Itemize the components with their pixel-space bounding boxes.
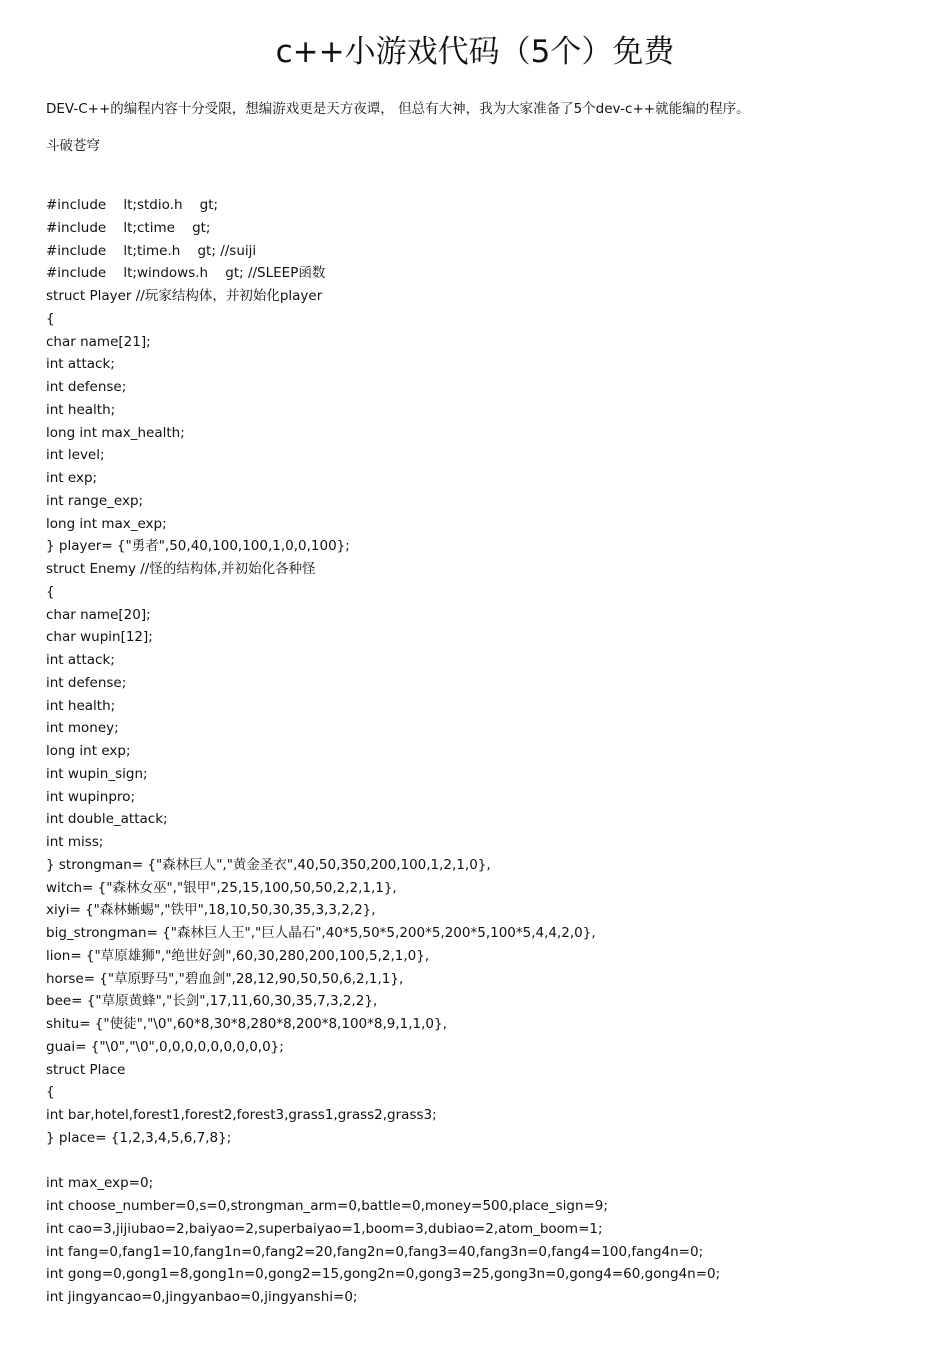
code-line: } strongman= {"森林巨人","黄金圣衣",40,50,350,200,100,1,2,1,0}, [46, 856, 491, 873]
code-line: #include lt;time.h gt; //suiji [46, 242, 257, 259]
code-line: } player= {"勇者",50,40,100,100,1,0,0,100}; [46, 538, 350, 555]
code-line: struct Enemy //怪的结构体,并初始化各种怪 [46, 561, 316, 577]
code-line: int double_attack; [46, 811, 168, 828]
code-line: int choose_number=0,s=0,strongman_arm=0,battle=0,money=500,place_sign=9; [46, 1198, 608, 1214]
code-line: #include lt;stdio.h gt; [46, 197, 219, 213]
code-line: int level; [46, 447, 105, 464]
code-line: long int max_exp; [46, 515, 167, 532]
code-line: int exp; [46, 470, 98, 486]
code-line: int jingyancao=0,jingyanbao=0,jingyanshi=0; [46, 1289, 358, 1305]
section-heading: 斗破苍穹 [46, 138, 100, 154]
code-line: { [46, 1084, 55, 1101]
code-line: #include lt;windows.h gt; //SLEEP函数 [46, 265, 326, 282]
code-line: int health; [46, 401, 116, 418]
code-line: witch= {"森林女巫","银甲",25,15,100,50,50,2,2,1,1}, [46, 879, 397, 896]
code-line: long int max_health; [46, 424, 185, 441]
code-line: char name[21]; [46, 333, 151, 350]
code-line: int attack; [46, 652, 115, 668]
code-line: struct Player //玩家结构体，并初始化player [46, 288, 323, 304]
intro-paragraph: DEV-C++的编程内容十分受限，想编游戏更是天方夜谭， 但总有大神，我为大家准备了5个dev-c++就能编的程序。 [46, 101, 750, 117]
code-line: #include lt;ctime gt; [46, 219, 211, 236]
code-line: xiyi= {"森林蜥蜴","铁甲",18,10,50,30,35,3,3,2,2}, [46, 902, 376, 919]
code-line: int fang=0,fang1=10,fang1n=0,fang2=20,fang2n=0,fang3=40,fang3n=0,fang4=100,fang4n=0; [46, 1243, 704, 1260]
code-line: big_strongman= {"森林巨人王","巨人晶石",40*5,50*5,200*5,200*5,100*5,4,4,2,0}, [46, 925, 596, 941]
code-line [46, 1150, 926, 1173]
code-line: int health; [46, 697, 116, 714]
code-line: } place= {1,2,3,4,5,6,7,8}; [46, 1129, 232, 1146]
code-line: int range_exp; [46, 492, 144, 509]
code-line: shitu= {"使徒","\0",60*8,30*8,280*8,200*8,100*8,9,1,1,0}, [46, 1016, 447, 1032]
code-line: struct Place [46, 1061, 126, 1078]
code-line: int money; [46, 720, 119, 737]
code-line: guai= {"\0","\0",0,0,0,0,0,0,0,0,0}; [46, 1038, 284, 1055]
code-line: int defense; [46, 379, 127, 395]
code-line: char name[20]; [46, 606, 151, 623]
code-line: int max_exp=0; [46, 1175, 154, 1192]
code-line: { [46, 310, 55, 327]
code-line: int attack; [46, 356, 115, 373]
code-line: int wupinpro; [46, 788, 135, 805]
code-line: char wupin[12]; [46, 629, 153, 646]
code-line: int wupin_sign; [46, 765, 148, 782]
code-line: { [46, 583, 55, 600]
code-line: lion= {"草原雄狮","绝世好剑",60,30,280,200,100,5,2,1,0}, [46, 947, 430, 964]
code-block [46, 194, 926, 1309]
code-line: int bar,hotel,forest1,forest2,forest3,grass1,grass2,grass3; [46, 1107, 437, 1123]
code-line: int defense; [46, 674, 127, 691]
code-line: long int exp; [46, 743, 131, 759]
document-title: c++小游戏代码（5个）免费 [275, 34, 675, 70]
code-line: horse= {"草原野马","碧血剑",28,12,90,50,50,6,2,1,1}, [46, 970, 404, 987]
code-line: int gong=0,gong1=8,gong1n=0,gong2=15,gong2n=0,gong3=25,gong3n=0,gong4=60,gong4n=0; [46, 1266, 721, 1283]
code-line: int miss; [46, 834, 104, 850]
code-line: bee= {"草原黄蜂","长剑",17,11,60,30,35,7,3,2,2}, [46, 993, 378, 1010]
code-line: int cao=3,jijiubao=2,baiyao=2,superbaiyao=1,boom=3,dubiao=2,atom_boom=1; [46, 1220, 603, 1237]
